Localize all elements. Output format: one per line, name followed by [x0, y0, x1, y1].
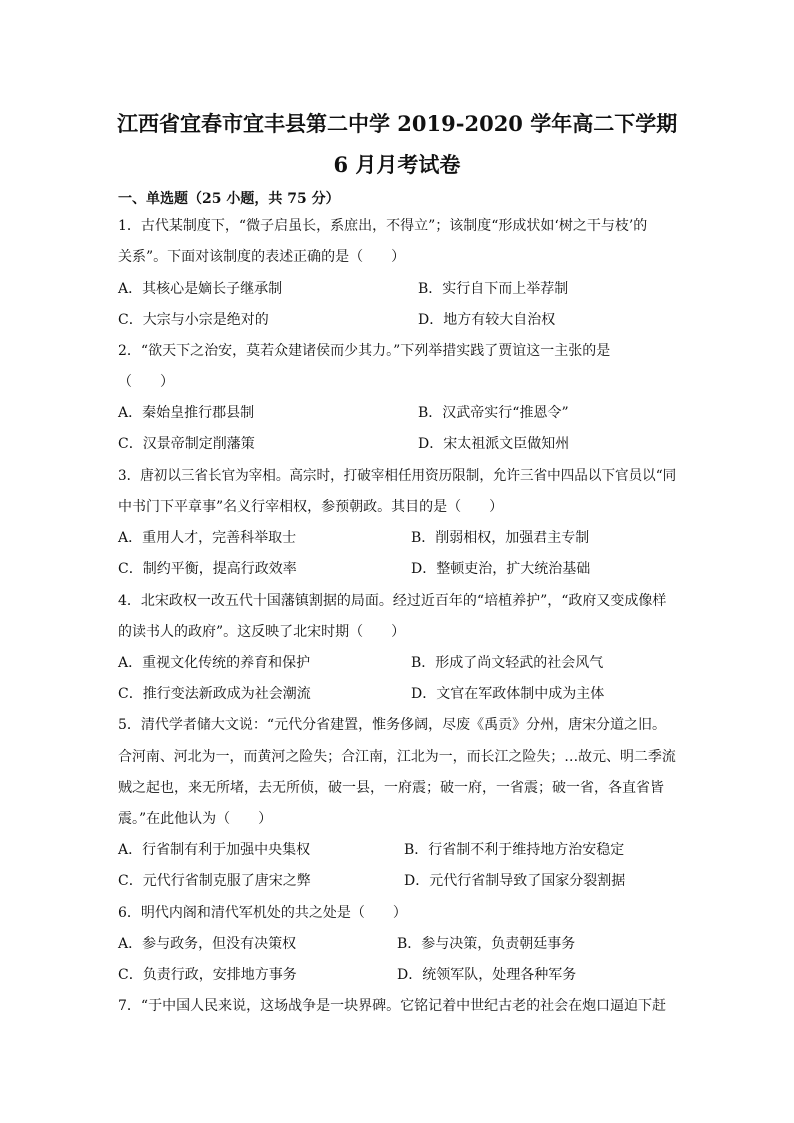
exam-title-line1: 江西省宜春市宜丰县第二中学 2019-2020 学年高二下学期	[117, 111, 678, 136]
question-1-option-c[interactable]: C．大宗与小宗是绝对的	[118, 312, 269, 328]
question-2-option-a[interactable]: A．秦始皇推行郡县制	[118, 405, 255, 421]
question-2-option-d[interactable]: D．宋太祖派文臣做知州	[418, 436, 570, 452]
section-heading: 一、单选题（25 小题，共 75 分）	[118, 191, 340, 207]
question-5-option-a[interactable]: A．行省制有利于加强中央集权	[118, 842, 311, 858]
question-2-option-b[interactable]: B．汉武帝实行“推恩令”	[418, 405, 569, 421]
question-3-option-b[interactable]: B．削弱相权，加强君主专制	[411, 530, 590, 546]
question-4-option-d[interactable]: D．文官在军政体制中成为主体	[411, 686, 605, 702]
question-4-option-a[interactable]: A．重视文化传统的养育和保护	[118, 655, 311, 671]
question-3-option-c[interactable]: C．制约平衡，提高行政效率	[118, 561, 297, 577]
question-5-option-c[interactable]: C．元代行省制克服了唐宋之弊	[118, 873, 311, 889]
question-5-line-3: 贼之起也，来无所堵，去无所侦，破一县，一府震；破一府，一省震；破一省，各直省皆	[118, 780, 664, 796]
question-6-line-1: 6．明代内阁和清代军机处的共之处是（ ）	[118, 905, 407, 921]
question-5-option-b[interactable]: B．行省制不利于维持地方治安稳定	[404, 842, 625, 858]
question-2-option-c[interactable]: C．汉景帝制定削藩策	[118, 436, 255, 452]
question-2-line-1: 2．“欲天下之治安，莫若众建诸侯而少其力。”下列举措实践了贾谊这一主张的是	[118, 343, 611, 359]
question-6-option-b[interactable]: B．参与决策，负责朝廷事务	[397, 936, 576, 952]
question-1-line-2: 关系”。下面对该制度的表述正确的是（ ）	[118, 249, 406, 265]
question-4-option-b[interactable]: B．形成了尚文轻武的社会风气	[411, 655, 604, 671]
question-1-option-d[interactable]: D．地方有较大自治权	[418, 312, 556, 328]
question-3-option-a[interactable]: A．重用人才，完善科举取士	[118, 530, 297, 546]
question-7-line-1: 7．“于中国人民来说，这场战争是一块界碑。它铭记着中世纪古老的社会在炮口逼迫下赶	[118, 998, 667, 1014]
question-6-option-c[interactable]: C．负责行政，安排地方事务	[118, 967, 297, 983]
question-6-option-d[interactable]: D．统领军队，处理各种军务	[397, 967, 577, 983]
question-4-line-1: 4．北宋政权一改五代十国藩镇割据的局面。经过近百年的“培植养护”，“政府又变成像样	[118, 593, 667, 609]
exam-title-line2: 6 月月考试卷	[333, 152, 461, 177]
question-3-option-d[interactable]: D．整顿吏治，扩大统治基础	[411, 561, 591, 577]
question-1-line-1: 1．古代某制度下，“微子启虽长，系庶出，不得立”；该制度“形成状如‘树之干与枝’的	[118, 218, 648, 234]
question-1-option-b[interactable]: B．实行自下而上举荐制	[418, 281, 569, 297]
question-5-line-2: 合河南、河北为一，而黄河之险失；合江南，江北为一，而长江之险失；…故元、明二季流	[118, 749, 676, 765]
question-2-line-2: （ ）	[118, 374, 174, 390]
question-5-line-1: 5．清代学者储大文说：“元代分省建置，惟务侈阔，尽废《禹贡》分州，唐宋分道之旧。	[118, 717, 667, 733]
question-5-option-d[interactable]: D．元代行省制导致了国家分裂割据	[404, 873, 626, 889]
question-6-option-a[interactable]: A．参与政务，但没有决策权	[118, 936, 297, 952]
question-3-line-2: 中书门下平章事”名义行宰相权，参预朝政。其目的是（ ）	[118, 499, 504, 515]
question-4-line-2: 的读书人的政府”。这反映了北宋时期（ ）	[118, 624, 406, 640]
question-5-line-4: 震。”在此他认为（ ）	[118, 811, 273, 827]
question-4-option-c[interactable]: C．推行变法新政成为社会潮流	[118, 686, 311, 702]
question-1-option-a[interactable]: A．其核心是嫡长子继承制	[118, 281, 283, 297]
question-3-line-1: 3．唐初以三省长官为宰相。高宗时，打破宰相任用资历限制，允许三省中四品以下官员以“同	[118, 468, 677, 484]
